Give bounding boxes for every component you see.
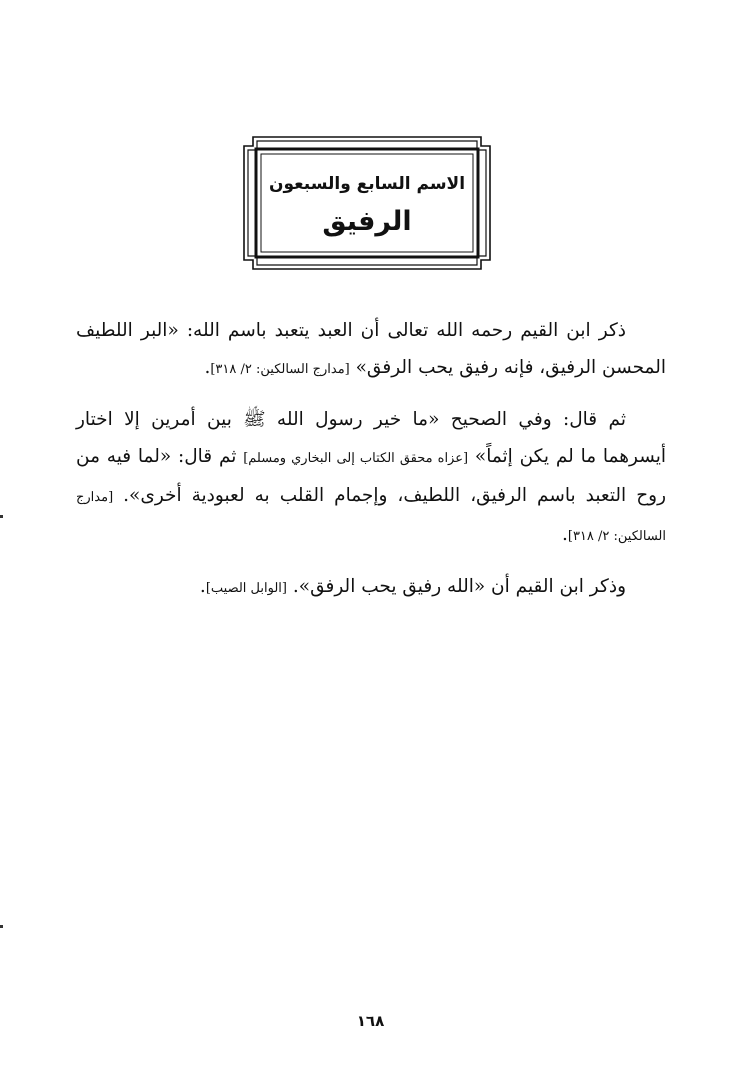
paragraph bbox=[76, 401, 666, 555]
citation: [مدارج السالكين: ٢/ ٣١٨] bbox=[210, 362, 350, 377]
text-segment: ذكر ابن القيم رحمه الله تعالى أن العبد يتعبد باسم الله: «البر اللطيف المحسن الرفيق، فإنه رفيق يحب الرفق» bbox=[76, 320, 666, 378]
text-segment: ثم قال: وفي الصحيح «ما خير رسول الله ﷺ بين أمرين إلا اختار أيسرهما ما لم يكن إثماً» bbox=[76, 409, 667, 467]
citation: [مدارج السالكين: ٢/ ٣١٨] bbox=[76, 490, 666, 544]
scan-edge-mark bbox=[0, 925, 3, 928]
scan-edge-mark bbox=[0, 515, 3, 518]
text-segment: . bbox=[199, 576, 206, 597]
paragraph bbox=[76, 568, 666, 607]
body-text bbox=[76, 312, 666, 620]
chapter-subtitle: الاسم السابع والسبعون bbox=[268, 173, 466, 194]
citation: [عزاه محقق الكتاب إلى البخاري ومسلم] bbox=[243, 451, 469, 466]
text-segment: . bbox=[561, 524, 568, 545]
page-number: ١٦٨ bbox=[356, 1012, 385, 1030]
paragraph bbox=[76, 312, 666, 388]
chapter-title-frame bbox=[243, 136, 491, 270]
text-segment: . bbox=[204, 357, 211, 378]
chapter-title: الرفيق bbox=[322, 205, 412, 237]
citation: [الوابل الصيب] bbox=[205, 581, 287, 596]
text-segment: وذكر ابن القيم أن «الله رفيق يحب الرفق». bbox=[287, 576, 626, 597]
text-segment: ثم قال: «لما فيه من روح التعبد باسم الرفيق، اللطيف، وإجمام القلب به لعبودية أخرى». bbox=[76, 446, 667, 506]
